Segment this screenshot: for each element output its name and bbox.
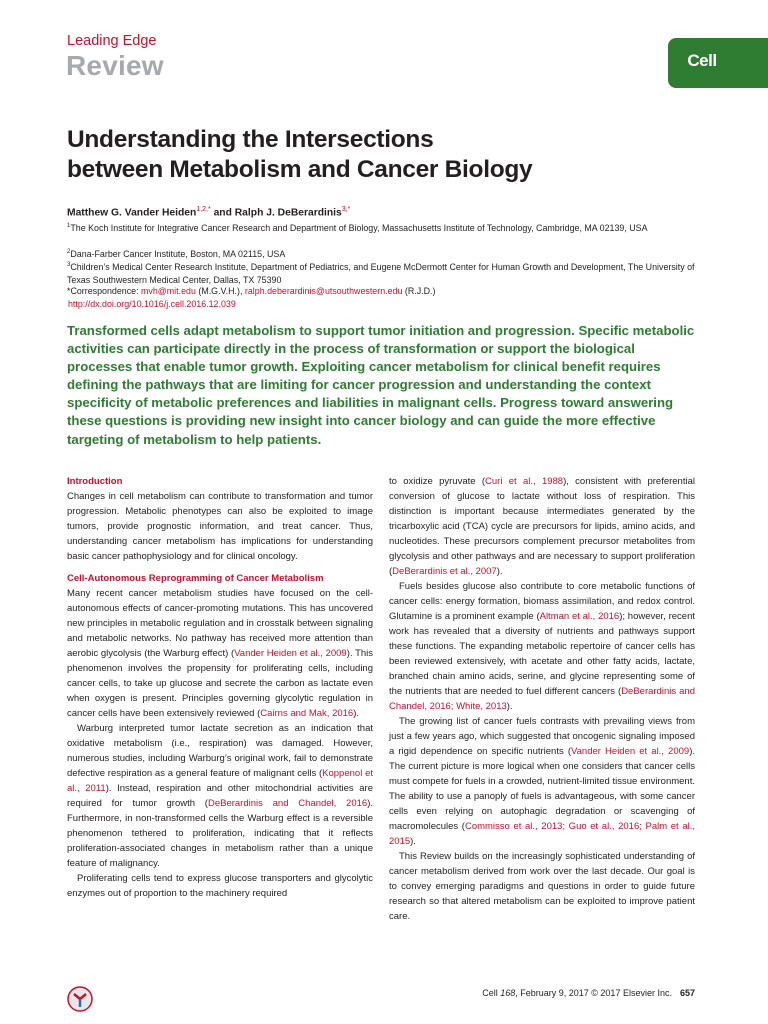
correspondence	[67, 285, 707, 298]
journal-tab-label: Cell	[687, 51, 717, 70]
author-and: and	[210, 207, 235, 219]
title-line-1: Understanding the Intersections	[67, 126, 434, 153]
affiliation-3	[67, 259, 707, 287]
affil-1-text: The Koch Institute for Integrative Cancer Research and Department of Biology, Massachusetts Institute of Technology, Cambridge, MA 02139, USA	[70, 222, 648, 233]
intro-heading: Introduction	[67, 476, 123, 487]
s2-p1-text-a: Many recent cancer metabolism studies have focused on the cell-autonomous effects of cancer-promoting mutations. This has uncovered new principles in metabolic regulation and in crosstalk between signaling and metabolic networks. No pathway has received more attention than aerobic glycolysis (the Warburg effect) (	[67, 588, 373, 659]
r-p3-text-b: ). The current picture is more logical when one considers that cancer cells must compete for fuels in a crowded, nutrient-limited tissue environment. The ability to use a panoply of fuels is advantageous, with some cancer cells even relying on autophagic degradation or scavenging of macromolecules (	[389, 746, 696, 832]
author-1: Matthew G. Vander Heiden	[67, 207, 197, 219]
ref-link[interactable]: Cairns and Mak, 2016	[260, 708, 354, 719]
header-section: Review	[66, 50, 164, 81]
doi-line	[68, 298, 708, 311]
r-p1-text-b: ), consistent with preferential conversion of glucose to lactate without loss of respiration. This distinction is important because intermediates generated by the tricarboxylic acid (TCA) cycle are precursors for lipids, amino acids, and nucleotides. These precursors complement precursor metabolites from glycolysis and other pathways and are necessary to support proliferation (	[389, 476, 695, 577]
ref-link[interactable]: DeBerardinis and Chandel, 2016; White, 2013	[389, 686, 695, 712]
affil-2-sup: 2	[67, 249, 71, 255]
r-p2-text-a: Fuels besides glucose also contribute to core metabolic functions of cancer cells: energy formation, biomass assimilation, and redox control. Glutamine is a prominent example (	[389, 581, 695, 622]
corr-suffix: (R.J.D.)	[402, 286, 436, 296]
s2-p2-text-c: ). Furthermore, in non-transformed cells the Warburg effect is a reversible phenomenon tethered to proliferation, indicating that it reflects proliferation-associated changes in metabolism rather than a unique feature of malignancy.	[67, 798, 373, 869]
ref-link[interactable]: DeBerardinis et al., 2007	[392, 566, 497, 577]
r-paragraph-4: This Review builds on the increasingly sophisticated understanding of cancer metabolism derived from work over the last decade. Our goal is to convey emerging paradigms and questions in order to guide future research so that altered metabolism can be exploited to improve patient care.	[389, 851, 695, 922]
author-2: Ralph J. DeBerardinis	[234, 207, 342, 219]
ref-link[interactable]: Koppenol et al., 2011	[67, 768, 373, 794]
intro-paragraph: Changes in cell metabolism can contribute to transformation and tumor progression. Metabolic phenotypes can also be exploited to image tumors, provide prognostic information, and treat cancer. Thus, understanding cancer metabolism has implications for understanding basic cancer pathophysiology and for clinical oncology.	[67, 491, 373, 562]
header-kicker: Leading Edge	[67, 33, 157, 49]
corr-email-2-link[interactable]: ralph.deberardinis@utsouthwestern.edu	[244, 286, 403, 296]
section-2-heading: Cell-Autonomous Reprogramming of Cancer Metabolism	[67, 573, 324, 584]
footer-volume: 168	[500, 988, 516, 998]
r-p1-text-c: ).	[496, 566, 503, 577]
crossmark-icon[interactable]	[67, 986, 93, 1012]
s2-paragraph-2	[67, 721, 373, 871]
article-title	[67, 125, 707, 185]
r-p3-text-a: The growing list of cancer fuels contrasts with prevailing views from just a few years ago, which suggested that oncogenic signaling imposed a rigid dependence on specific nutrients (	[389, 716, 695, 757]
s2-p1-text-b: ). This phenomenon involves the propensity for proliferating cells, including cancer cells, to take up glucose and secrete the carbon as lactate even when oxygen is present. Principles governing glycolytic regulation in cancer cells have been extensively reviewed (	[67, 648, 374, 719]
affil-3-sup: 3	[67, 262, 71, 268]
corr-prefix: *Correspondence:	[67, 286, 142, 296]
s2-p1-text-c: ).	[353, 708, 360, 719]
doi-link[interactable]: http://dx.doi.org/10.1016/j.cell.2016.12.039	[68, 299, 236, 309]
page-number: 657	[679, 988, 695, 998]
s2-paragraph-3: Proliferating cells tend to express glucose transporters and glycolytic enzymes out of proportion to the machinery required	[67, 873, 373, 899]
footer-journal: Cell	[482, 988, 501, 998]
footer-citation: , February 9, 2017 © 2017 Elsevier Inc.	[515, 988, 672, 998]
affil-3-text: Children’s Medical Center Research Institute, Department of Pediatrics, and Eugene McDermott Center for Human Growth and Development, The University of Texas Southwestern Medical Center, Dallas, TX 75390	[67, 261, 695, 285]
s2-p2-text-a: Warburg interpreted tumor lactate secretion as an indication that oxidative metabolism (i.e., respiration) was damaged. However, numerous studies, including Warburg’s original work, fail to demonstrate defective respiration as a general feature of malignant cells (	[67, 723, 373, 779]
ref-link[interactable]: Altman et al., 2016	[539, 611, 620, 622]
author-list	[67, 206, 350, 218]
abstract: Transformed cells adapt metabolism to support tumor initiation and progression. Specific metabolic activities can participate directly in the process of transformation or support the biological processes that enable tumor growth. Exploiting cancer metabolism for clinical benefit requires defining the pathways that are limiting for cancer progression and understanding the context specificity of metabolic preferences and liabilities in malignant cells. Progress toward answering these questions is providing new insight into cancer biology and can guide the more effective targeting of metabolism to help patients.	[67, 323, 695, 447]
page-footer	[482, 988, 695, 998]
ref-link[interactable]: Curi et al., 1988	[485, 476, 564, 487]
ref-link[interactable]: DeBerardinis and Chandel, 2016	[207, 798, 368, 809]
r-paragraph-3	[389, 714, 695, 849]
corr-email-1-link[interactable]: mvh@mit.edu	[141, 286, 196, 296]
body-column-left	[67, 474, 373, 901]
ref-link[interactable]: Vander Heiden et al., 2009	[571, 746, 690, 757]
r-paragraph-2	[389, 579, 695, 714]
r-p3-text-c: ).	[410, 836, 416, 847]
affil-2-text: Dana-Farber Cancer Institute, Boston, MA 02115, USA	[70, 248, 286, 259]
journal-tab	[668, 38, 768, 88]
r-p2-text-b: ); however, recent work has revealed that a diversity of nutrients and pathways support these functions. The expanding metabolic repertoire of cancer cells has been reviewed extensively, with acetate and other fatty acids, lactate, branched chain amino acids, serine, and glycine representing some of the nutrients that are needed to fuel different cancers (	[389, 611, 695, 697]
affiliation-1	[67, 220, 707, 235]
r-p2-text-c: ).	[506, 701, 513, 712]
s2-paragraph-1	[67, 586, 373, 721]
ref-link[interactable]: Vander Heiden et al., 2009	[234, 648, 347, 659]
corr-mid: (M.G.V.H.),	[195, 286, 245, 296]
author-2-sup: 3,*	[341, 206, 351, 213]
author-1-sup: 1,2,*	[196, 206, 211, 213]
body-column-right	[389, 474, 695, 924]
ref-link[interactable]: Commisso et al., 2013; Guo et al., 2016; Palm et al., 2015	[389, 821, 695, 847]
r-p1-text-a: to oxidize pyruvate (	[389, 476, 486, 487]
r-paragraph-1	[389, 474, 695, 579]
s2-p2-text-b: ). Instead, respiration and other mitochondrial activities are required for tumor growth (	[67, 783, 373, 809]
affil-1-sup: 1	[67, 223, 71, 229]
title-line-2: between Metabolism and Cancer Biology	[67, 156, 533, 183]
